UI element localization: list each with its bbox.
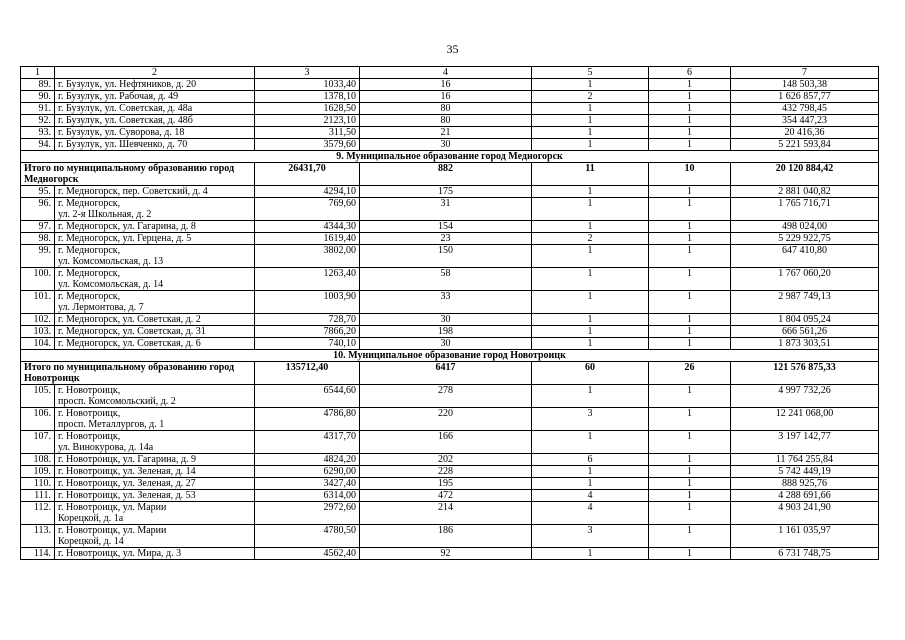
column-header: 7	[731, 67, 879, 79]
table-cell: 4 997 732,26	[731, 385, 879, 408]
column-header: 1	[21, 67, 55, 79]
table-row	[21, 221, 879, 233]
table-row	[21, 478, 879, 490]
table-row	[21, 490, 879, 502]
table-cell: 1	[532, 221, 649, 233]
table-cell: г. Бузулук, ул. Шевченко, д. 70	[55, 139, 255, 151]
table-cell: 1	[532, 198, 649, 221]
table-row	[21, 548, 879, 560]
table-cell: 1	[532, 548, 649, 560]
subtotal-cell: 20 120 884,42	[731, 163, 879, 186]
table-cell: 16	[360, 79, 532, 91]
subtotal-label: Итого по муниципальному образованию город Медногорск	[21, 163, 255, 186]
table-cell: 1	[649, 198, 731, 221]
table-cell: 23	[360, 233, 532, 245]
table-row	[21, 186, 879, 198]
table-cell: 97.	[21, 221, 55, 233]
table-row	[21, 466, 879, 478]
table-cell: 3	[532, 525, 649, 548]
table-cell: 728,70	[255, 314, 360, 326]
table-cell: г. Медногорск, пер. Советский, д. 4	[55, 186, 255, 198]
table-cell: 6	[532, 454, 649, 466]
table-cell: 108.	[21, 454, 55, 466]
table-cell: 2123,10	[255, 115, 360, 127]
table-cell: 2	[532, 91, 649, 103]
table-cell: 1	[532, 314, 649, 326]
table-cell: 1	[649, 454, 731, 466]
table-cell: 100.	[21, 268, 55, 291]
table-cell: 114.	[21, 548, 55, 560]
table-cell: 2 881 040,82	[731, 186, 879, 198]
table-cell: 1033,40	[255, 79, 360, 91]
table-cell: 1 767 060,20	[731, 268, 879, 291]
table-cell: 354 447,23	[731, 115, 879, 127]
table-cell: г. Новотроицк, просп. Комсомольский, д. 2	[55, 385, 255, 408]
table-cell: 4824,20	[255, 454, 360, 466]
table-cell: 228	[360, 466, 532, 478]
table-cell: 101.	[21, 291, 55, 314]
table-cell: 4 903 241,90	[731, 502, 879, 525]
subtotal-cell: 6417	[360, 362, 532, 385]
section-heading-row	[21, 350, 879, 362]
table-row	[21, 198, 879, 221]
table-cell: 6314,00	[255, 490, 360, 502]
table-cell: 1	[649, 139, 731, 151]
table-cell: 90.	[21, 91, 55, 103]
table-cell: 1 626 857,77	[731, 91, 879, 103]
table-cell: г. Медногорск, ул. Комсомольская, д. 14	[55, 268, 255, 291]
table-cell: 1	[649, 221, 731, 233]
table-cell: 3	[532, 408, 649, 431]
table-cell: г. Медногорск, ул. Герцена, д. 5	[55, 233, 255, 245]
subtotal-row	[21, 362, 879, 385]
table-cell: 7866,20	[255, 326, 360, 338]
table-row	[21, 139, 879, 151]
table-cell: 109.	[21, 466, 55, 478]
table-cell: 3802,00	[255, 245, 360, 268]
column-header: 3	[255, 67, 360, 79]
table-cell: 888 925,76	[731, 478, 879, 490]
subtotal-cell: 135712,40	[255, 362, 360, 385]
table-cell: 1003,90	[255, 291, 360, 314]
table-cell: 96.	[21, 198, 55, 221]
table-cell: 20 416,36	[731, 127, 879, 139]
table-cell: 102.	[21, 314, 55, 326]
table-cell: 92	[360, 548, 532, 560]
table-cell: 1	[649, 548, 731, 560]
table-cell: 1619,40	[255, 233, 360, 245]
table-cell: г. Новотроицк, ул. Винокурова, д. 14а	[55, 431, 255, 454]
table-cell: 740,10	[255, 338, 360, 350]
table-cell: 1	[649, 233, 731, 245]
table-cell: 31	[360, 198, 532, 221]
table-cell: 198	[360, 326, 532, 338]
table-cell: г. Новотроицк, ул. Мира, д. 3	[55, 548, 255, 560]
table-cell: 112.	[21, 502, 55, 525]
table-cell: 1	[532, 431, 649, 454]
table-row	[21, 454, 879, 466]
table-cell: 1 873 303,51	[731, 338, 879, 350]
table-cell: 103.	[21, 326, 55, 338]
table-cell: 58	[360, 268, 532, 291]
table-cell: 1	[532, 79, 649, 91]
table-cell: 16	[360, 91, 532, 103]
table-cell: г. Новотроицк, ул. Марии Корецкой, д. 1а	[55, 502, 255, 525]
table-cell: 30	[360, 139, 532, 151]
table-cell: г. Медногорск, ул. Лермонтова, д. 7	[55, 291, 255, 314]
table-row	[21, 127, 879, 139]
table-cell: 1	[649, 326, 731, 338]
table-cell: 154	[360, 221, 532, 233]
table-row	[21, 314, 879, 326]
table-cell: 99.	[21, 245, 55, 268]
table-cell: 1378,10	[255, 91, 360, 103]
table-cell: 4317,70	[255, 431, 360, 454]
table-cell: г. Новотроицк, ул. Зеленая, д. 53	[55, 490, 255, 502]
table-cell: 3 197 142,77	[731, 431, 879, 454]
table-cell: 106.	[21, 408, 55, 431]
subtotal-cell: 882	[360, 163, 532, 186]
table-cell: 98.	[21, 233, 55, 245]
table-cell: 1	[532, 115, 649, 127]
table-cell: 1	[649, 314, 731, 326]
subtotal-row	[21, 163, 879, 186]
table-row	[21, 245, 879, 268]
table-cell: 5 742 449,19	[731, 466, 879, 478]
table-cell: 5 229 922,75	[731, 233, 879, 245]
table-cell: 30	[360, 338, 532, 350]
table-cell: 107.	[21, 431, 55, 454]
table-cell: 104.	[21, 338, 55, 350]
subtotal-cell: 121 576 875,33	[731, 362, 879, 385]
table-cell: г. Новотроицк, просп. Металлургов, д. 1	[55, 408, 255, 431]
table-cell: 1	[532, 186, 649, 198]
page-number: 35	[446, 42, 459, 56]
subtotal-cell: 11	[532, 163, 649, 186]
table-cell: 1	[532, 291, 649, 314]
table-row	[21, 408, 879, 431]
table-cell: 1	[649, 431, 731, 454]
table-cell: 769,60	[255, 198, 360, 221]
subtotal-cell: 26431,70	[255, 163, 360, 186]
table-cell: г. Медногорск, ул. Гагарина, д. 8	[55, 221, 255, 233]
subtotal-label: Итого по муниципальному образованию город Новотроицк	[21, 362, 255, 385]
column-header: 5	[532, 67, 649, 79]
table-cell: 111.	[21, 490, 55, 502]
table-cell: 1 161 035,97	[731, 525, 879, 548]
table-cell: 1	[532, 127, 649, 139]
table-cell: 89.	[21, 79, 55, 91]
table-cell: 4 288 691,66	[731, 490, 879, 502]
table-cell: 311,50	[255, 127, 360, 139]
table-cell: 1	[532, 103, 649, 115]
table-cell: 1	[649, 385, 731, 408]
table-cell: 1	[532, 326, 649, 338]
table-cell: г. Медногорск, ул. Комсомольская, д. 13	[55, 245, 255, 268]
table-cell: 1	[532, 385, 649, 408]
table-cell: 30	[360, 314, 532, 326]
table-cell: 94.	[21, 139, 55, 151]
table-cell: 1	[532, 466, 649, 478]
table-cell: 4786,80	[255, 408, 360, 431]
table-cell: 4562,40	[255, 548, 360, 560]
table-cell: 93.	[21, 127, 55, 139]
table-cell: 1	[532, 478, 649, 490]
table-cell: 278	[360, 385, 532, 408]
table-cell: 214	[360, 502, 532, 525]
table-cell: 472	[360, 490, 532, 502]
table-cell: 166	[360, 431, 532, 454]
table-cell: 647 410,80	[731, 245, 879, 268]
table-cell: 11 764 255,84	[731, 454, 879, 466]
table-cell: 113.	[21, 525, 55, 548]
table-cell: 1	[649, 478, 731, 490]
table-cell: 1	[649, 186, 731, 198]
table-cell: г. Новотроицк, ул. Гагарина, д. 9	[55, 454, 255, 466]
table-cell: 1	[649, 338, 731, 350]
table-cell: 1	[532, 245, 649, 268]
table-row	[21, 431, 879, 454]
table-cell: 33	[360, 291, 532, 314]
table-cell: 1	[649, 490, 731, 502]
table-cell: 91.	[21, 103, 55, 115]
table-cell: 80	[360, 103, 532, 115]
table-cell: 1	[649, 115, 731, 127]
table-cell: 80	[360, 115, 532, 127]
table-cell: 1	[532, 338, 649, 350]
table-cell: 1	[649, 127, 731, 139]
section-heading-row	[21, 151, 879, 163]
table-row	[21, 268, 879, 291]
table-cell: г. Медногорск, ул. 2-я Школьная, д. 2	[55, 198, 255, 221]
table-cell: 4294,10	[255, 186, 360, 198]
table-cell: 1	[649, 91, 731, 103]
table-row	[21, 385, 879, 408]
column-header: 2	[55, 67, 255, 79]
subtotal-cell: 10	[649, 163, 731, 186]
table-cell: 21	[360, 127, 532, 139]
table-cell: 498 024,00	[731, 221, 879, 233]
table-cell: 1	[649, 291, 731, 314]
table-cell: 1	[532, 268, 649, 291]
table-cell: г. Бузулук, ул. Суворова, д. 18	[55, 127, 255, 139]
table-cell: 92.	[21, 115, 55, 127]
table-cell: г. Новотроицк, ул. Марии Корецкой, д. 14	[55, 525, 255, 548]
subtotal-cell: 26	[649, 362, 731, 385]
section-heading: 9. Муниципальное образование город Медногорск	[21, 151, 879, 163]
table-cell: г. Бузулук, ул. Советская, д. 48а	[55, 103, 255, 115]
table-cell: 95.	[21, 186, 55, 198]
table-cell: г. Бузулук, ул. Советская, д. 48б	[55, 115, 255, 127]
table-cell: 666 561,26	[731, 326, 879, 338]
table-cell: 6 731 748,75	[731, 548, 879, 560]
table-cell: 150	[360, 245, 532, 268]
table-cell: 6544,60	[255, 385, 360, 408]
table-cell: 1	[649, 268, 731, 291]
table-cell: 5 221 593,84	[731, 139, 879, 151]
section-heading: 10. Муниципальное образование город Новотроицк	[21, 350, 879, 362]
subtotal-cell: 60	[532, 362, 649, 385]
table-cell: г. Новотроицк, ул. Зеленая, д. 27	[55, 478, 255, 490]
table-cell: 148 503,38	[731, 79, 879, 91]
table-cell: 4	[532, 502, 649, 525]
table-row	[21, 115, 879, 127]
table-row	[21, 79, 879, 91]
table-cell: 2	[532, 233, 649, 245]
table-row	[21, 326, 879, 338]
table-cell: г. Медногорск, ул. Советская, д. 31	[55, 326, 255, 338]
header-row	[21, 67, 879, 79]
table-cell: 1	[649, 525, 731, 548]
housing-register-table	[20, 66, 879, 560]
table-cell: 220	[360, 408, 532, 431]
table-cell: 432 798,45	[731, 103, 879, 115]
table-cell: г. Бузулук, ул. Рабочая, д. 49	[55, 91, 255, 103]
table-cell: 202	[360, 454, 532, 466]
table-cell: 1	[649, 245, 731, 268]
table-cell: 4344,30	[255, 221, 360, 233]
table-cell: 6290,00	[255, 466, 360, 478]
table-cell: 4780,50	[255, 525, 360, 548]
table-cell: 175	[360, 186, 532, 198]
table-row	[21, 525, 879, 548]
table-cell: 1	[649, 79, 731, 91]
table-cell: 3427,40	[255, 478, 360, 490]
table-row	[21, 91, 879, 103]
table-cell: 1	[649, 103, 731, 115]
column-header: 6	[649, 67, 731, 79]
column-header: 4	[360, 67, 532, 79]
table-row	[21, 233, 879, 245]
table-cell: 195	[360, 478, 532, 490]
table-cell: г. Новотроицк, ул. Зеленая, д. 14	[55, 466, 255, 478]
table-row	[21, 502, 879, 525]
table-cell: 1 765 716,71	[731, 198, 879, 221]
table-row	[21, 291, 879, 314]
table-cell: г. Медногорск, ул. Советская, д. 2	[55, 314, 255, 326]
table-cell: г. Бузулук, ул. Нефтяников, д. 20	[55, 79, 255, 91]
table-cell: 1263,40	[255, 268, 360, 291]
table-row	[21, 338, 879, 350]
table-cell: 4	[532, 490, 649, 502]
table-cell: 2 987 749,13	[731, 291, 879, 314]
table-cell: 110.	[21, 478, 55, 490]
table-cell: 1	[649, 466, 731, 478]
table-cell: г. Медногорск, ул. Советская, д. 6	[55, 338, 255, 350]
table-cell: 1 804 095,24	[731, 314, 879, 326]
table-cell: 12 241 068,00	[731, 408, 879, 431]
table-cell: 1	[532, 139, 649, 151]
table-cell: 1	[649, 408, 731, 431]
table-cell: 1628,50	[255, 103, 360, 115]
table-cell: 1	[649, 502, 731, 525]
table-row	[21, 103, 879, 115]
table-cell: 186	[360, 525, 532, 548]
table-cell: 2972,60	[255, 502, 360, 525]
table-cell: 105.	[21, 385, 55, 408]
table-cell: 3579,60	[255, 139, 360, 151]
